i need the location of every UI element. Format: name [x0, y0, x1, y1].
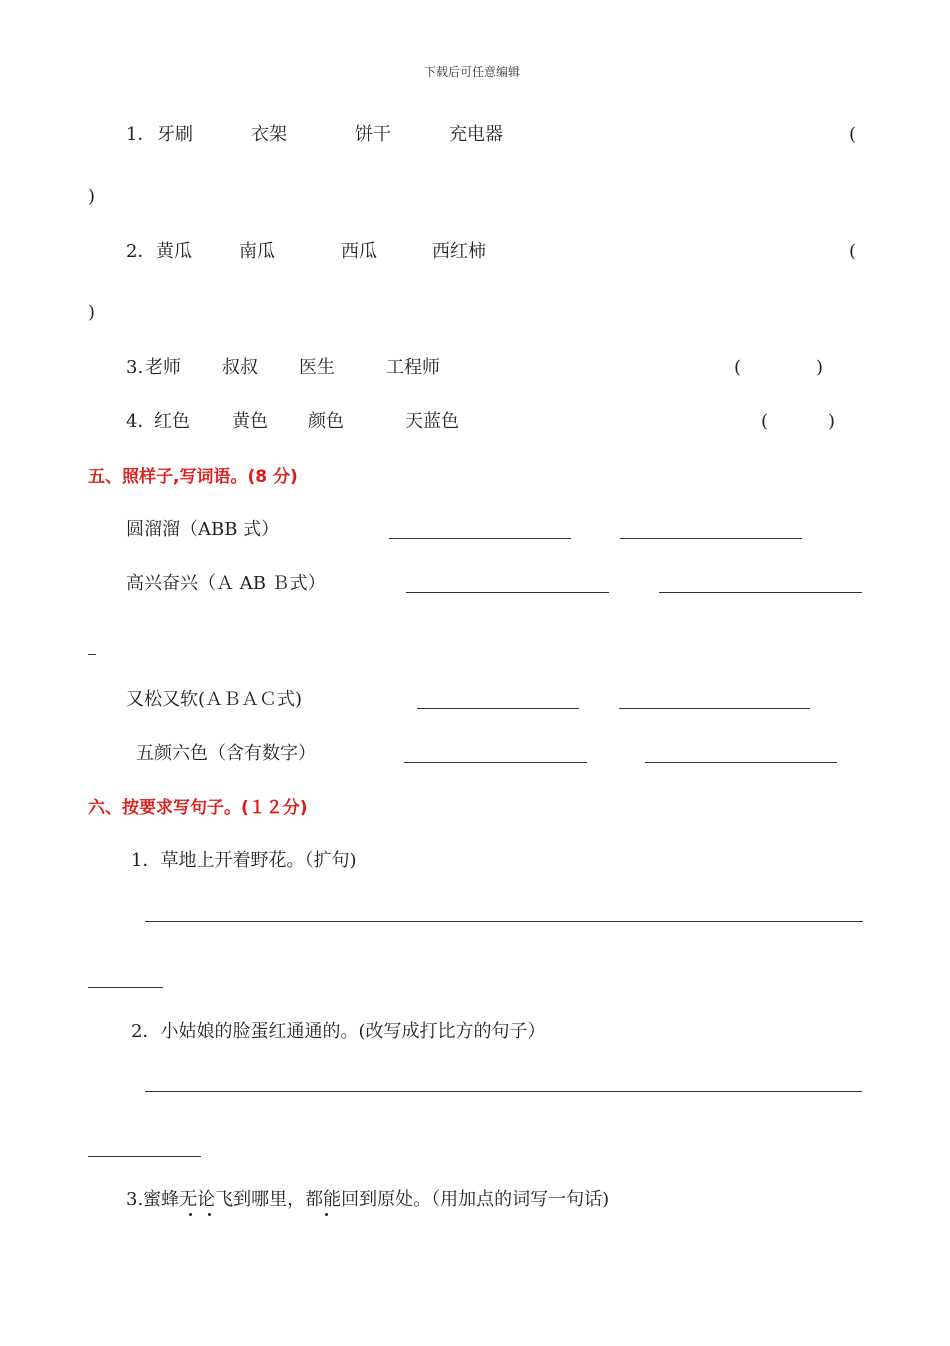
- section-6-title: 六、按要求写句子。(１２分): [88, 798, 308, 818]
- answer-close-paren: ): [88, 302, 96, 323]
- word: 天蓝色: [405, 411, 459, 432]
- word: 衣架: [251, 124, 287, 145]
- answer-blank[interactable]: [619, 708, 810, 709]
- word: 南瓜: [239, 241, 275, 262]
- item-number: 4．: [126, 411, 156, 432]
- section-5-item-3: 又松又软(ＡＢＡＣ式): [126, 689, 303, 710]
- answer-blank[interactable]: [404, 762, 587, 763]
- answer-line-continued[interactable]: [88, 1156, 201, 1157]
- word: 叔叔: [222, 357, 258, 378]
- answer-blank[interactable]: [389, 538, 571, 539]
- item-number: 1．: [126, 124, 156, 145]
- answer-blank[interactable]: [659, 592, 862, 593]
- word: 颜色: [308, 411, 344, 432]
- section-5-item-4: 五颜六色（含有数字）: [136, 743, 316, 764]
- section-5-item-2: 高兴奋兴（Ａ AB Ｂ式）: [126, 573, 326, 594]
- answer-open-paren: (: [734, 357, 742, 378]
- item-number: 3.: [126, 357, 144, 378]
- answer-open-paren: (: [849, 124, 857, 145]
- answer-blank-continued[interactable]: [88, 654, 96, 655]
- answer-close-paren: ): [828, 411, 836, 432]
- emphasis-dot: [189, 1213, 192, 1216]
- section-6-item-1: 1．草地上开着野花。（扩句): [131, 850, 357, 871]
- answer-line-continued[interactable]: [88, 987, 163, 988]
- word: 牙刷: [157, 124, 193, 145]
- answer-open-paren: (: [761, 411, 769, 432]
- word: 饼干: [355, 124, 391, 145]
- word: 工程师: [386, 357, 440, 378]
- answer-close-paren: ): [816, 357, 824, 378]
- answer-close-paren: ): [88, 186, 96, 207]
- page-header: 下载后可任意编辑: [424, 65, 521, 79]
- section-6-item-3: 3.蜜蜂无论飞到哪里，都能回到原处。（用加点的词写一句话): [126, 1189, 610, 1210]
- word: 医生: [299, 357, 335, 378]
- answer-line[interactable]: [145, 921, 863, 922]
- answer-blank[interactable]: [406, 592, 609, 593]
- section-5-item-1: 圆溜溜（ABB 式）: [126, 519, 280, 540]
- item-number: 2．: [126, 241, 156, 262]
- word: 黄色: [232, 411, 268, 432]
- word: 老师: [145, 357, 181, 378]
- word: 西红柿: [432, 241, 486, 262]
- section-6-item-2: 2．小姑娘的脸蛋红通通的。(改写成打比方的句子）: [131, 1021, 546, 1042]
- emphasis-dot: [208, 1213, 211, 1216]
- word: 红色: [154, 411, 190, 432]
- word: 充电器: [449, 124, 503, 145]
- emphasis-dot: [325, 1213, 328, 1216]
- answer-blank[interactable]: [620, 538, 802, 539]
- word: 西瓜: [341, 241, 377, 262]
- answer-blank[interactable]: [645, 762, 837, 763]
- section-5-title: 五、照样子,写词语。(8 分): [88, 467, 298, 487]
- answer-blank[interactable]: [417, 708, 579, 709]
- word: 黄瓜: [156, 241, 192, 262]
- answer-line[interactable]: [145, 1091, 862, 1092]
- answer-open-paren: (: [849, 241, 857, 262]
